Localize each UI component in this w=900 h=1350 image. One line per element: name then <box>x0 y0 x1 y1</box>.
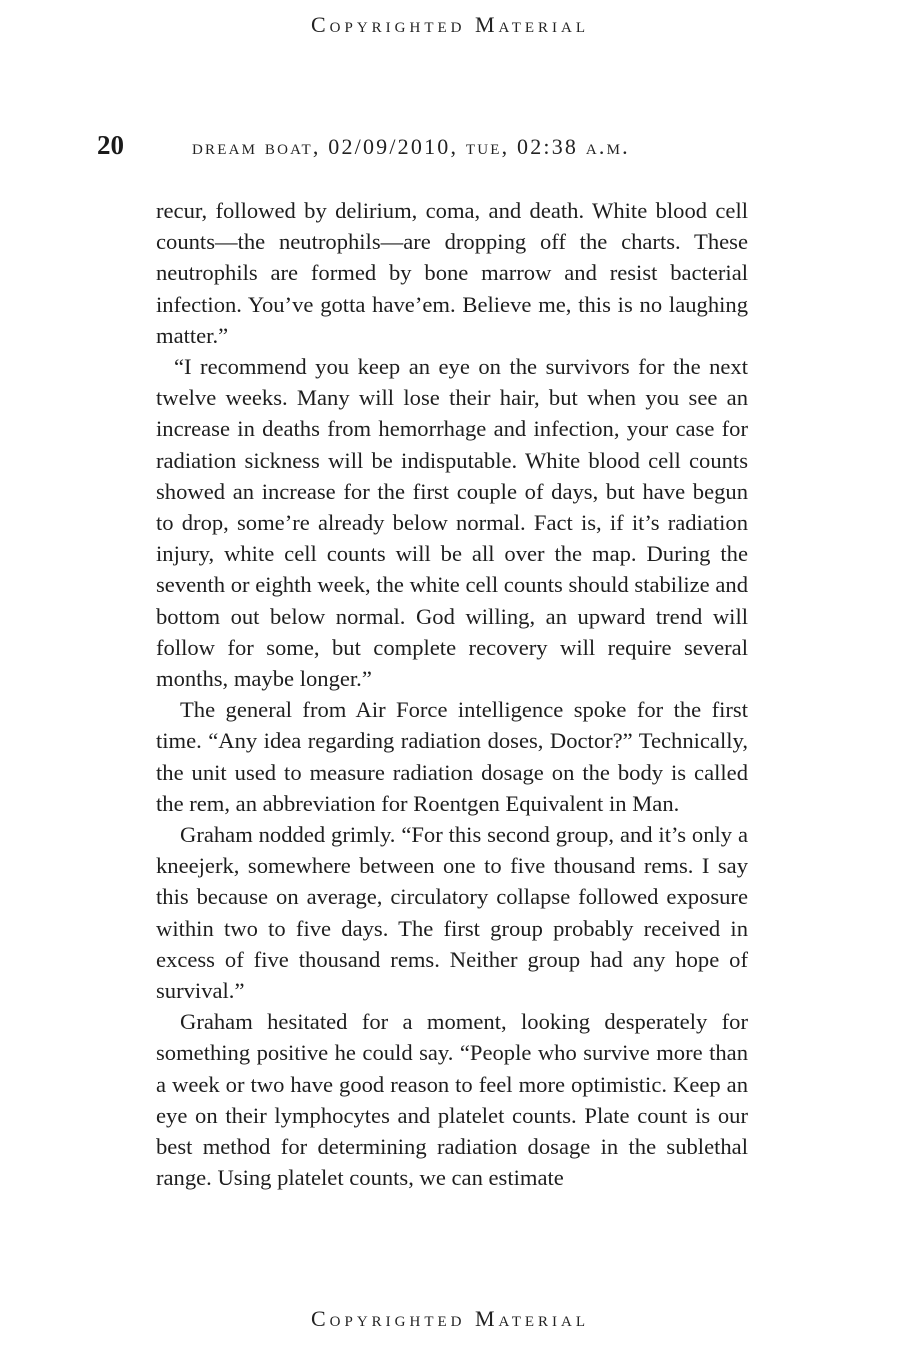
running-head: dream boat, 02/09/2010, tue, 02:38 a.m. <box>192 134 630 159</box>
page-number: 20 <box>97 130 124 160</box>
copyright-header: Copyrighted Material <box>310 12 590 37</box>
body-text <box>156 195 748 1194</box>
paragraph-4: Graham nodded grimly. “For this second group, and it’s only a kneejerk, somewhere between one to five thousand rems. I say this because on average, circulatory collapse followed exposure within two to five days. The first group probably received in excess of five thousand rems. Neither group had any hope of survival.” <box>156 822 748 1004</box>
paragraph-2: “I recommend you keep an eye on the survivors for the next twelve weeks. Many will lose their hair, but when you see an increase in deaths from hemorrhage and infection, your case for radiation sickness will be indisputable. White blood cell counts showed an increase for the first couple of days, but have begun to drop, some’re already below normal. Fact is, if it’s radiation injury, white cell counts will be all over the map. During the seventh or eighth week, the white cell counts should stabilize and bottom out below normal. God willing, an upward trend will follow for some, but complete recovery will require several months, maybe longer.” <box>156 354 748 692</box>
paragraph-3: The general from Air Force intelligence spoke for the first time. “Any idea regarding radiation doses, Doctor?” Technically, the unit used to measure radiation dosage on the body is called the rem, an abbreviation for Roentgen Equivalent in Man. <box>156 697 748 816</box>
paragraph-1: recur, followed by delirium, coma, and death. White blood cell counts—the neutrophils—are dropping off the charts. These neutrophils are formed by bone marrow and resist bacterial infection. You’ve gotta have’em. Believe me, this is no laughing matter.” <box>156 198 748 348</box>
paragraph-5: Graham hesitated for a moment, looking desperately for something positive he could say. “People who survive more than a week or two have good reason to feel more optimistic. Keep an eye on their lymphocytes and platelet counts. Plate count is our best method for determining radiation dosage in the sublethal range. Using platelet counts, we can estimate <box>156 1009 748 1191</box>
copyright-footer: Copyrighted Material <box>310 1306 590 1331</box>
